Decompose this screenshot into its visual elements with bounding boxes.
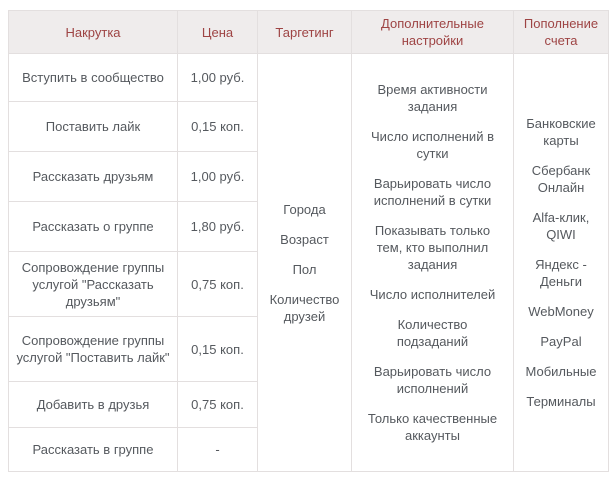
setting-item: Показывать только тем, кто выполнил задания: [374, 223, 491, 272]
col-header-payment: Пополнение счета: [514, 11, 609, 54]
col-header-settings: Дополнительные настройки: [352, 11, 514, 54]
targeting-cell: [258, 54, 352, 472]
setting-item: Число исполнений в сутки: [371, 129, 494, 161]
table-row: [9, 54, 609, 102]
payment-method: Сбербанк Онлайн: [531, 163, 591, 195]
setting-item: Варьировать число исполнений в сутки: [373, 176, 492, 208]
price-cell: 0,15 коп.: [178, 317, 258, 382]
col-header-price: Цена: [178, 11, 258, 54]
price-cell: 0,15 коп.: [178, 102, 258, 152]
pricing-table: [8, 10, 609, 472]
col-header-service: Накрутка: [9, 11, 178, 54]
col-header-targeting: Таргетинг: [258, 11, 352, 54]
service-cell: Сопровождение группы услугой "Рассказать друзьям": [9, 252, 178, 317]
payment-method: Терминалы: [526, 394, 596, 409]
header-row: [9, 11, 609, 54]
service-cell: Рассказать друзьям: [9, 152, 178, 202]
payment-cell: [514, 54, 609, 472]
setting-item: Только качественные аккаунты: [367, 411, 498, 443]
price-cell: 0,75 коп.: [178, 252, 258, 317]
price-cell: 1,00 руб.: [178, 152, 258, 202]
service-cell: Сопровождение группы услугой "Поставить лайк": [9, 317, 178, 382]
price-cell: -: [178, 428, 258, 472]
targeting-option: Возраст: [280, 231, 329, 247]
service-cell: Добавить в друзья: [9, 382, 178, 428]
payment-method: Яндекс - Деньги: [535, 257, 587, 289]
price-cell: 1,00 руб.: [178, 54, 258, 102]
payment-method: PayPal: [540, 334, 582, 349]
setting-item: Время активности задания: [377, 82, 488, 114]
service-cell: Рассказать о группе: [9, 202, 178, 252]
targeting-option: Пол: [292, 261, 317, 277]
targeting-option: Города: [283, 201, 326, 217]
price-cell: 0,75 коп.: [178, 382, 258, 428]
price-cell: 1,80 руб.: [178, 202, 258, 252]
payment-method: WebMoney: [528, 304, 594, 319]
payment-method: Банковские карты: [526, 116, 596, 148]
service-cell: Вступить в сообщество: [9, 54, 178, 102]
setting-item: Число исполнителей: [369, 287, 496, 302]
setting-item: Количество подзаданий: [396, 317, 469, 349]
payment-method: Мобильные: [525, 364, 597, 379]
setting-item: Варьировать число исполнений: [373, 364, 492, 396]
service-cell: Рассказать в группе: [9, 428, 178, 472]
targeting-option: Количество друзей: [269, 291, 340, 324]
payment-method: Alfa-клик, QIWI: [532, 210, 590, 242]
service-cell: Поставить лайк: [9, 102, 178, 152]
settings-cell: [352, 54, 514, 472]
